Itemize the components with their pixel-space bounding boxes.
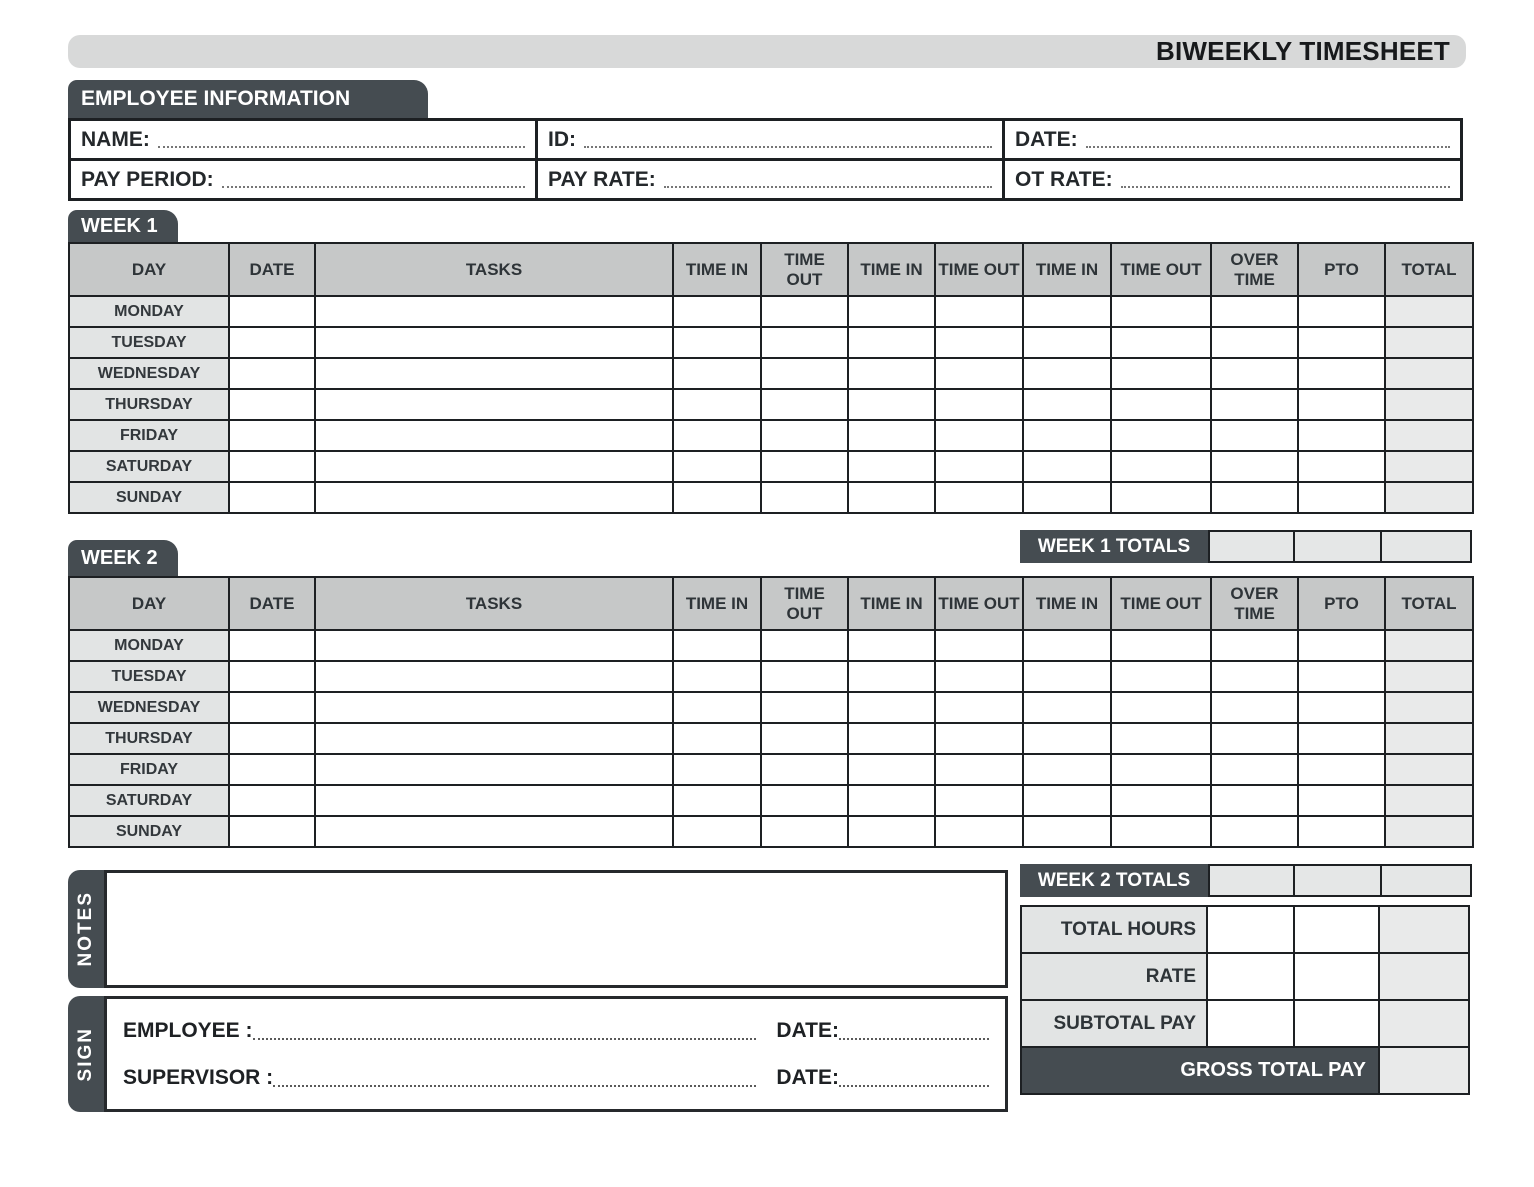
day-label: WEDNESDAY [69,692,229,723]
entry-cell[interactable] [673,296,761,327]
entry-cell[interactable] [315,723,673,754]
entry-cell[interactable] [935,692,1023,723]
col-header-time-out-1: TIME OUT [761,577,848,630]
entry-cell[interactable] [315,451,673,482]
week1-overtime-total-cell[interactable] [1208,530,1295,563]
entry-cell[interactable] [1023,296,1111,327]
entry-cell[interactable] [315,482,673,513]
col-header-time-in-1: TIME IN [673,577,761,630]
entry-cell[interactable] [761,327,848,358]
entry-cell[interactable] [1298,358,1385,389]
entry-cell[interactable] [315,389,673,420]
entry-cell[interactable] [1298,723,1385,754]
employee-info-table [68,118,1463,201]
col-header-date: DATE [229,577,315,630]
date-field[interactable] [1086,146,1450,148]
col-header-time-out-3: TIME OUT [1111,577,1211,630]
col-header-time-in-2: TIME IN [848,243,935,296]
sign-tab [68,996,104,1112]
name-cell [70,120,537,160]
total-cell[interactable] [1385,358,1473,389]
week1-total-cell[interactable] [1382,530,1472,563]
entry-cell[interactable] [1211,754,1298,785]
pay-period-field[interactable] [222,186,525,188]
entry-cell[interactable] [315,630,673,661]
entry-cell[interactable] [229,723,315,754]
week2-total-cell[interactable] [1382,864,1472,897]
col-header-overtime: OVER TIME [1211,577,1298,630]
entry-cell[interactable] [1298,389,1385,420]
rate-row [1021,953,1469,1000]
ot-rate-cell [1004,160,1462,200]
entry-cell[interactable] [1211,692,1298,723]
entry-cell[interactable] [761,420,848,451]
entry-cell[interactable] [935,420,1023,451]
entry-cell[interactable] [229,420,315,451]
entry-cell[interactable] [935,451,1023,482]
entry-cell[interactable] [761,389,848,420]
entry-cell[interactable] [673,630,761,661]
entry-cell[interactable] [1023,482,1111,513]
entry-cell[interactable] [848,451,935,482]
info-row-1 [70,120,1462,160]
day-label: MONDAY [69,630,229,661]
entry-cell[interactable] [761,723,848,754]
entry-cell[interactable] [1211,358,1298,389]
entry-cell[interactable] [1298,754,1385,785]
entry-cell[interactable] [848,420,935,451]
week1-row-monday [69,296,1473,327]
week1-tab [68,210,178,243]
entry-cell[interactable] [1111,785,1211,816]
total-hours-row [1021,906,1469,953]
entry-cell[interactable] [1023,661,1111,692]
week1-totals-label: WEEK 1 TOTALS [1020,530,1208,563]
week1-row-tuesday [69,327,1473,358]
week1-row-wednesday [69,358,1473,389]
day-label: TUESDAY [69,661,229,692]
entry-cell[interactable] [1298,296,1385,327]
gross-total-pay-label: GROSS TOTAL PAY [1021,1047,1379,1094]
entry-cell[interactable] [761,661,848,692]
subtotal-pay-label: SUBTOTAL PAY [1021,1000,1207,1047]
entry-cell[interactable] [848,630,935,661]
entry-cell[interactable] [1111,327,1211,358]
entry-cell[interactable] [848,754,935,785]
week2-overtime-total-cell[interactable] [1208,864,1295,897]
entry-cell[interactable] [1111,389,1211,420]
entry-cell[interactable] [1111,420,1211,451]
entry-cell[interactable] [315,327,673,358]
sign-box [104,996,1008,1112]
week2-tab-label: WEEK 2 [81,546,158,569]
total-cell[interactable] [1385,482,1473,513]
pay-period-cell [70,160,537,200]
total-hours-week1-cell[interactable] [1207,906,1294,953]
entry-cell[interactable] [935,785,1023,816]
entry-cell[interactable] [1298,420,1385,451]
entry-cell[interactable] [229,327,315,358]
subtotal-total-cell[interactable] [1379,1000,1469,1047]
entry-cell[interactable] [315,785,673,816]
day-label: THURSDAY [69,389,229,420]
employee-sign-row [123,1019,989,1043]
total-cell[interactable] [1385,754,1473,785]
entry-cell[interactable] [315,420,673,451]
entry-cell[interactable] [315,661,673,692]
entry-cell[interactable] [1023,630,1111,661]
entry-cell[interactable] [1211,785,1298,816]
entry-cell[interactable] [229,358,315,389]
week1-pto-total-cell[interactable] [1295,530,1382,563]
notes-input-area[interactable] [104,870,1008,988]
pay-rate-cell [537,160,1004,200]
entry-cell[interactable] [848,816,935,847]
week2-totals-label: WEEK 2 TOTALS [1020,864,1208,897]
day-label: SUNDAY [69,482,229,513]
week2-header-row [69,577,1473,630]
entry-cell[interactable] [1298,816,1385,847]
ot-rate-field[interactable] [1121,186,1450,188]
entry-cell[interactable] [848,785,935,816]
entry-cell[interactable] [935,630,1023,661]
rate-week1-cell[interactable] [1207,953,1294,1000]
entry-cell[interactable] [1111,723,1211,754]
week2-totals-row [1020,864,1472,897]
day-label: FRIDAY [69,420,229,451]
entry-cell[interactable] [673,661,761,692]
entry-cell[interactable] [673,785,761,816]
week1-tab-label: WEEK 1 [81,215,158,237]
total-cell[interactable] [1385,816,1473,847]
supervisor-sign-row [123,1066,989,1090]
employee-information-tab [68,80,428,118]
col-header-time-out-1: TIME OUT [761,243,848,296]
entry-cell[interactable] [761,451,848,482]
entry-cell[interactable] [229,630,315,661]
notes-label: NOTES [75,891,96,967]
total-cell[interactable] [1385,785,1473,816]
entry-cell[interactable] [935,754,1023,785]
entry-cell[interactable] [673,420,761,451]
entry-cell[interactable] [1211,420,1298,451]
supervisor-signature-field[interactable] [273,1085,756,1087]
sign-label: SIGN [75,1026,96,1082]
week2-row-saturday [69,785,1473,816]
entry-cell[interactable] [1211,296,1298,327]
week2-row-thursday [69,723,1473,754]
ot-rate-label: OT RATE: [1015,167,1113,191]
entry-cell[interactable] [1023,420,1111,451]
pay-summary-table [1020,905,1470,1095]
col-header-pto: PTO [1298,577,1385,630]
entry-cell[interactable] [935,723,1023,754]
entry-cell[interactable] [1023,785,1111,816]
date-cell [1004,120,1462,160]
entry-cell[interactable] [1111,358,1211,389]
col-header-pto: PTO [1298,243,1385,296]
col-header-day: DAY [69,243,229,296]
entry-cell[interactable] [1111,692,1211,723]
day-label: TUESDAY [69,327,229,358]
col-header-time-out-2: TIME OUT [935,243,1023,296]
entry-cell[interactable] [848,327,935,358]
day-label: MONDAY [69,296,229,327]
entry-cell[interactable] [848,482,935,513]
entry-cell[interactable] [673,389,761,420]
supervisor-sign-label: SUPERVISOR : [123,1065,274,1089]
entry-cell[interactable] [315,358,673,389]
col-header-time-out-3: TIME OUT [1111,243,1211,296]
entry-cell[interactable] [1111,754,1211,785]
entry-cell[interactable] [935,482,1023,513]
entry-cell[interactable] [1211,816,1298,847]
pay-period-label: PAY PERIOD: [81,167,214,191]
total-cell[interactable] [1385,451,1473,482]
entry-cell[interactable] [1023,451,1111,482]
total-hours-total-cell[interactable] [1379,906,1469,953]
entry-cell[interactable] [1298,692,1385,723]
total-cell[interactable] [1385,661,1473,692]
entry-cell[interactable] [673,754,761,785]
entry-cell[interactable] [935,296,1023,327]
col-header-time-in-3: TIME IN [1023,577,1111,630]
rate-total-cell[interactable] [1379,953,1469,1000]
entry-cell[interactable] [935,661,1023,692]
entry-cell[interactable] [673,482,761,513]
entry-cell[interactable] [1211,630,1298,661]
entry-cell[interactable] [1111,296,1211,327]
entry-cell[interactable] [1023,327,1111,358]
date-label: DATE: [1015,127,1078,151]
subtotal-week2-cell[interactable] [1294,1000,1379,1047]
entry-cell[interactable] [229,482,315,513]
entry-cell[interactable] [761,630,848,661]
entry-cell[interactable] [761,296,848,327]
entry-cell[interactable] [1298,482,1385,513]
entry-cell[interactable] [229,389,315,420]
entry-cell[interactable] [848,692,935,723]
entry-cell[interactable] [229,296,315,327]
entry-cell[interactable] [935,389,1023,420]
week1-header-row [69,243,1473,296]
entry-cell[interactable] [761,816,848,847]
entry-cell[interactable] [1111,816,1211,847]
entry-cell[interactable] [935,358,1023,389]
col-header-tasks: TASKS [315,243,673,296]
gross-total-pay-row [1021,1047,1469,1094]
entry-cell[interactable] [1298,785,1385,816]
employee-signature-field[interactable] [253,1038,757,1040]
supervisor-sign-date-field[interactable] [839,1085,989,1087]
week1-totals-row [1020,530,1472,563]
total-cell[interactable] [1385,630,1473,661]
entry-cell[interactable] [673,451,761,482]
week2-row-sunday [69,816,1473,847]
total-cell[interactable] [1385,296,1473,327]
pay-rate-field[interactable] [664,186,992,188]
day-label: SUNDAY [69,816,229,847]
total-hours-week2-cell[interactable] [1294,906,1379,953]
week1-row-saturday [69,451,1473,482]
entry-cell[interactable] [935,816,1023,847]
week1-row-friday [69,420,1473,451]
entry-cell[interactable] [848,358,935,389]
entry-cell[interactable] [935,327,1023,358]
col-header-time-in-2: TIME IN [848,577,935,630]
notes-tab [68,870,104,988]
entry-cell[interactable] [315,816,673,847]
week2-row-monday [69,630,1473,661]
col-header-time-out-2: TIME OUT [935,577,1023,630]
col-header-time-in-1: TIME IN [673,243,761,296]
day-label: SATURDAY [69,451,229,482]
id-cell [537,120,1004,160]
gross-total-pay-cell[interactable] [1379,1047,1469,1094]
col-header-total: TOTAL [1385,577,1473,630]
col-header-date: DATE [229,243,315,296]
entry-cell[interactable] [848,723,935,754]
week2-pto-total-cell[interactable] [1295,864,1382,897]
entry-cell[interactable] [1211,661,1298,692]
entry-cell[interactable] [1211,327,1298,358]
entry-cell[interactable] [315,754,673,785]
entry-cell[interactable] [673,816,761,847]
week2-table [68,576,1474,848]
entry-cell[interactable] [315,692,673,723]
entry-cell[interactable] [229,451,315,482]
entry-cell[interactable] [1211,389,1298,420]
entry-cell[interactable] [848,296,935,327]
entry-cell[interactable] [1111,661,1211,692]
subtotal-pay-row [1021,1000,1469,1047]
entry-cell[interactable] [1211,482,1298,513]
entry-cell[interactable] [1023,692,1111,723]
col-header-day: DAY [69,577,229,630]
entry-cell[interactable] [1111,451,1211,482]
entry-cell[interactable] [673,327,761,358]
entry-cell[interactable] [1298,451,1385,482]
col-header-tasks: TASKS [315,577,673,630]
col-header-time-in-3: TIME IN [1023,243,1111,296]
rate-week2-cell[interactable] [1294,953,1379,1000]
entry-cell[interactable] [229,661,315,692]
entry-cell[interactable] [229,692,315,723]
total-cell[interactable] [1385,327,1473,358]
page-title: BIWEEKLY TIMESHEET [1156,36,1450,66]
entry-cell[interactable] [315,296,673,327]
entry-cell[interactable] [1211,451,1298,482]
entry-cell[interactable] [761,692,848,723]
day-label: SATURDAY [69,785,229,816]
day-label: WEDNESDAY [69,358,229,389]
entry-cell[interactable] [229,785,315,816]
entry-cell[interactable] [1211,723,1298,754]
entry-cell[interactable] [761,482,848,513]
employee-sign-date-label: DATE: [776,1018,839,1042]
week2-row-wednesday [69,692,1473,723]
week2-row-friday [69,754,1473,785]
entry-cell[interactable] [1111,482,1211,513]
col-header-total: TOTAL [1385,243,1473,296]
entry-cell[interactable] [761,754,848,785]
week1-row-thursday [69,389,1473,420]
entry-cell[interactable] [1298,630,1385,661]
entry-cell[interactable] [848,389,935,420]
week1-table [68,242,1474,514]
entry-cell[interactable] [1298,327,1385,358]
entry-cell[interactable] [229,754,315,785]
total-cell[interactable] [1385,420,1473,451]
name-label: NAME: [81,127,150,151]
entry-cell[interactable] [673,358,761,389]
title-bar [68,35,1466,68]
week2-tab [68,540,178,576]
employee-information-label: EMPLOYEE INFORMATION [81,87,351,110]
employee-sign-date-field[interactable] [839,1038,989,1040]
entry-cell[interactable] [1023,723,1111,754]
entry-cell[interactable] [1298,661,1385,692]
entry-cell[interactable] [761,785,848,816]
entry-cell[interactable] [1023,754,1111,785]
supervisor-sign-date-label: DATE: [776,1065,839,1089]
entry-cell[interactable] [1111,630,1211,661]
total-cell[interactable] [1385,723,1473,754]
entry-cell[interactable] [761,358,848,389]
total-hours-label: TOTAL HOURS [1021,906,1207,953]
entry-cell[interactable] [1023,816,1111,847]
name-field[interactable] [158,146,525,148]
id-label: ID: [548,127,576,151]
entry-cell[interactable] [229,816,315,847]
entry-cell[interactable] [1023,389,1111,420]
day-label: FRIDAY [69,754,229,785]
entry-cell[interactable] [673,723,761,754]
pay-rate-label: PAY RATE: [548,167,656,191]
week2-row-tuesday [69,661,1473,692]
day-label: THURSDAY [69,723,229,754]
id-field[interactable] [584,146,992,148]
entry-cell[interactable] [1023,358,1111,389]
total-cell[interactable] [1385,389,1473,420]
employee-sign-label: EMPLOYEE : [123,1018,253,1042]
total-cell[interactable] [1385,692,1473,723]
info-row-2 [70,160,1462,200]
week1-row-sunday [69,482,1473,513]
entry-cell[interactable] [848,661,935,692]
col-header-overtime: OVER TIME [1211,243,1298,296]
rate-label: RATE [1021,953,1207,1000]
subtotal-week1-cell[interactable] [1207,1000,1294,1047]
entry-cell[interactable] [673,692,761,723]
